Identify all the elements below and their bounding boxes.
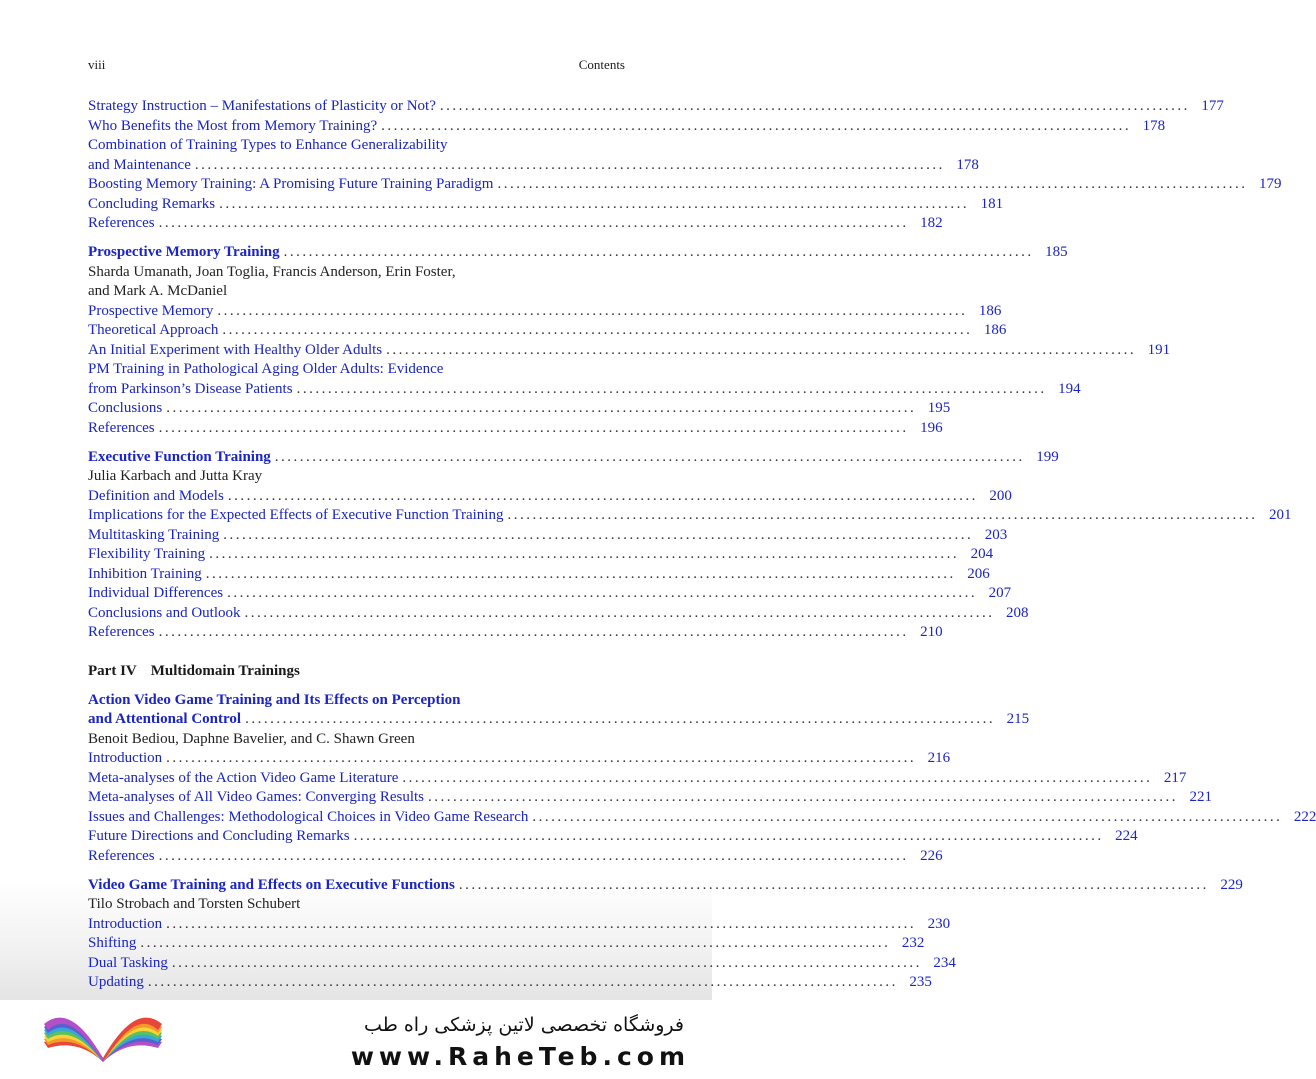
- toc-entry[interactable]: [88, 915, 951, 935]
- author-names: Benoit Bediou, Daphne Bavelier, and C. Shawn Green: [88, 730, 415, 747]
- toc-entry[interactable]: [88, 214, 943, 234]
- entry-title: Conclusions and Outlook: [88, 604, 241, 621]
- chapter-authors: [88, 282, 625, 302]
- toc-entry[interactable]: [88, 769, 1187, 789]
- page-number: 221: [1189, 789, 1212, 805]
- page-number: 206: [967, 565, 990, 582]
- toc-entry[interactable]: [88, 827, 1138, 847]
- toc-entry[interactable]: [88, 380, 1081, 400]
- page-number: 217: [1163, 769, 1187, 786]
- dot-leader: ........................................................................................................................: [171, 954, 922, 971]
- open-book-logo-icon: [38, 1008, 168, 1068]
- chapter-title-entry[interactable]: [88, 448, 1059, 468]
- toc-entry[interactable]: [88, 506, 1292, 526]
- entry-title: and Maintenance: [88, 156, 191, 173]
- toc-entry[interactable]: [88, 97, 1224, 117]
- toc-entry[interactable]: [88, 487, 1012, 507]
- page-number: 195: [927, 400, 951, 416]
- dot-leader: ........................................................................................................................: [227, 585, 978, 601]
- entry-title: Theoretical Approach: [88, 322, 219, 338]
- author-names: Julia Karbach and Jutta Kray: [88, 468, 263, 484]
- dot-leader: ........................................................................................................................: [158, 624, 909, 640]
- toc-entry[interactable]: [88, 526, 1008, 546]
- dot-leader: ........................................................................................................................: [194, 156, 945, 173]
- entry-title: Meta-analyses of the Action Video Game Literature: [88, 769, 399, 786]
- dot-leader: ........................................................................................................................: [381, 117, 1132, 134]
- page-number: 207: [988, 585, 1012, 601]
- page-number: 208: [1006, 604, 1029, 621]
- toc-entry[interactable]: [88, 954, 956, 974]
- dot-leader: ........................................................................................................................: [166, 915, 917, 932]
- page-number: 181: [980, 195, 1004, 212]
- toc-entry[interactable]: [88, 302, 1002, 322]
- chapter-authors: [88, 263, 625, 283]
- toc-entry[interactable]: [88, 934, 925, 954]
- dot-leader: ........................................................................................................................: [227, 487, 978, 504]
- page-number: 191: [1147, 341, 1171, 358]
- page-number: 235: [909, 974, 932, 990]
- dot-leader: ........................................................................................................................: [209, 546, 960, 562]
- dot-leader: ........................................................................................................................: [219, 195, 970, 212]
- entry-title: Meta-analyses of All Video Games: Converging Results: [88, 789, 424, 805]
- shop-banner: [0, 1000, 712, 1079]
- page-number-label: viii: [88, 57, 106, 72]
- page-number: 178: [956, 156, 979, 173]
- author-names: Sharda Umanath, Joan Toglia, Francis Anderson, Erin Foster,: [88, 263, 456, 280]
- entry-title: Introduction: [88, 750, 163, 766]
- toc-entry[interactable]: [88, 195, 1004, 215]
- toc-entry[interactable]: [88, 156, 979, 176]
- page-number: 224: [1115, 828, 1138, 844]
- part-heading: [88, 661, 625, 681]
- part-gap: [88, 643, 625, 661]
- author-names: and Mark A. McDaniel: [88, 283, 228, 299]
- toc-entry-line[interactable]: [88, 360, 625, 380]
- dot-leader: ........................................................................................................................: [147, 974, 898, 990]
- page-number: 201: [1268, 507, 1292, 523]
- entry-title: Combination of Training Types to Enhance Generalizability: [88, 137, 448, 153]
- toc-entry[interactable]: [88, 584, 1012, 604]
- page-number: 179: [1258, 176, 1282, 192]
- toc-entry[interactable]: [88, 847, 943, 867]
- page-number: 210: [920, 624, 943, 640]
- entry-title: References: [88, 624, 155, 640]
- entry-title: Introduction: [88, 915, 163, 932]
- toc-entry[interactable]: [88, 341, 1171, 361]
- toc-entry[interactable]: [88, 321, 1007, 341]
- entry-title: Dual Tasking: [88, 954, 168, 971]
- page-number: 204: [970, 546, 994, 562]
- page-number: 182: [920, 215, 943, 231]
- toc-entry[interactable]: [88, 399, 951, 419]
- toc-entry[interactable]: [88, 419, 943, 439]
- page-number: 230: [927, 915, 951, 932]
- dot-leader: ........................................................................................................................: [158, 215, 909, 231]
- page-number: 186: [978, 302, 1002, 319]
- dot-leader: ........................................................................................................................: [274, 448, 1025, 465]
- toc-entry[interactable]: [88, 808, 1316, 828]
- chapter-title-entry[interactable]: [88, 243, 1068, 263]
- entry-title: Action Video Game Training and Its Effects on Perception: [88, 691, 461, 708]
- entry-title: and Attentional Control: [88, 711, 242, 727]
- dot-leader: ........................................................................................................................: [158, 847, 909, 864]
- page-number: 194: [1058, 380, 1081, 397]
- shop-name: فروشگاه تخصصی لاتین پزشکی راه طب: [364, 1014, 684, 1036]
- toc-entry[interactable]: [88, 565, 990, 585]
- entry-title: References: [88, 215, 155, 231]
- entry-title: Shifting: [88, 935, 137, 951]
- toc-entry[interactable]: [88, 788, 1212, 808]
- section-gap: [88, 438, 625, 448]
- dot-leader: ........................................................................................................................: [532, 808, 1283, 825]
- page-number: 185: [1045, 244, 1068, 260]
- toc-entry[interactable]: [88, 973, 932, 993]
- dot-leader: ........................................................................................................................: [205, 565, 956, 582]
- entry-title: PM Training in Pathological Aging Older Adults: Evidence: [88, 361, 444, 377]
- dot-leader: ........................................................................................................................: [439, 98, 1190, 114]
- chapter-title-line[interactable]: [88, 691, 625, 711]
- author-names: Tilo Strobach and Torsten Schubert: [88, 896, 301, 912]
- running-head: [88, 56, 625, 74]
- section-gap: [88, 234, 625, 244]
- entry-title: Future Directions and Concluding Remarks: [88, 828, 350, 844]
- entry-title: Prospective Memory Training: [88, 244, 280, 260]
- toc-entry[interactable]: [88, 545, 994, 565]
- toc-entry[interactable]: [88, 175, 1282, 195]
- entry-title: Updating: [88, 974, 144, 990]
- page-number: 178: [1142, 117, 1166, 134]
- entry-title: Strategy Instruction – Manifestations of Plasticity or Not?: [88, 98, 436, 114]
- chapter-title-entry[interactable]: [88, 710, 1030, 730]
- entry-title: Implications for the Expected Effects of Executive Function Training: [88, 507, 504, 523]
- entry-title: References: [88, 419, 155, 436]
- page-number: 216: [927, 750, 951, 766]
- dot-leader: ........................................................................................................................: [166, 750, 917, 766]
- page-number: 186: [983, 322, 1007, 338]
- dot-leader: ........................................................................................................................: [217, 302, 968, 319]
- dot-leader: ........................................................................................................................: [402, 769, 1153, 786]
- dot-leader: ........................................................................................................................: [158, 419, 909, 436]
- entry-title: References: [88, 847, 155, 864]
- page-number: 232: [901, 935, 925, 951]
- chapter-authors: [88, 467, 625, 487]
- chapter-authors: [88, 730, 625, 750]
- entry-title: Concluding Remarks: [88, 195, 216, 212]
- entry-title: Video Game Training and Effects on Executive Functions: [88, 876, 455, 893]
- toc-entry[interactable]: [88, 117, 1166, 137]
- entry-title: An Initial Experiment with Healthy Older Adults: [88, 341, 383, 358]
- dot-leader: ........................................................................................................................: [283, 244, 1034, 260]
- toc-entry[interactable]: [88, 623, 943, 643]
- dot-leader: ........................................................................................................................: [507, 507, 1258, 523]
- dot-leader: ........................................................................................................................: [222, 322, 973, 338]
- entry-title: Who Benefits the Most from Memory Training?: [88, 117, 378, 134]
- page-number: 222: [1293, 808, 1316, 825]
- dot-leader: ........................................................................................................................: [386, 341, 1137, 358]
- dot-leader: ........................................................................................................................: [223, 526, 974, 543]
- page-number: 226: [920, 847, 943, 864]
- dot-leader: ........................................................................................................................: [166, 400, 917, 416]
- page-number: 199: [1036, 448, 1059, 465]
- page-number: 203: [984, 526, 1008, 543]
- page-number: 200: [989, 487, 1012, 504]
- chapter-title-entry[interactable]: [88, 876, 1243, 896]
- part-title: Multidomain Trainings: [150, 662, 300, 679]
- entry-title: Inhibition Training: [88, 565, 202, 582]
- dot-leader: ........................................................................................................................: [458, 876, 1209, 893]
- toc-entry[interactable]: [88, 604, 1029, 624]
- dot-leader: ........................................................................................................................: [245, 711, 996, 727]
- website-url: www.RaheTeb.com: [350, 1042, 690, 1071]
- dot-leader: ........................................................................................................................: [353, 828, 1104, 844]
- section-title: Contents: [578, 57, 625, 72]
- entry-title: Definition and Models: [88, 487, 224, 504]
- entry-title: Multitasking Training: [88, 526, 220, 543]
- page-number: 234: [933, 954, 956, 971]
- page-number: 177: [1201, 98, 1224, 114]
- entry-title: Executive Function Training: [88, 448, 271, 465]
- page-number: 196: [920, 419, 943, 436]
- dot-leader: ........................................................................................................................: [296, 380, 1047, 397]
- dot-leader: ........................................................................................................................: [140, 935, 891, 951]
- part-gap: [88, 681, 625, 691]
- table-of-contents: [88, 97, 1316, 993]
- entry-title: Prospective Memory: [88, 302, 214, 319]
- entry-title: from Parkinson’s Disease Patients: [88, 380, 293, 397]
- toc-entry-line[interactable]: [88, 136, 625, 156]
- toc-entry[interactable]: [88, 749, 951, 769]
- entry-title: Boosting Memory Training: A Promising Future Training Paradigm: [88, 176, 494, 192]
- page-number: 215: [1006, 711, 1030, 727]
- entry-title: Conclusions: [88, 400, 163, 416]
- dot-leader: ........................................................................................................................: [497, 176, 1248, 192]
- dot-leader: ........................................................................................................................: [428, 789, 1178, 805]
- entry-title: Flexibility Training: [88, 546, 206, 562]
- entry-title: Individual Differences: [88, 585, 224, 601]
- page-number: 229: [1220, 876, 1243, 893]
- entry-title: Issues and Challenges: Methodological Choices in Video Game Research: [88, 808, 529, 825]
- part-number: Part IV: [88, 662, 137, 679]
- dot-leader: ........................................................................................................................: [244, 604, 995, 621]
- chapter-authors: [88, 895, 625, 915]
- section-gap: [88, 866, 625, 876]
